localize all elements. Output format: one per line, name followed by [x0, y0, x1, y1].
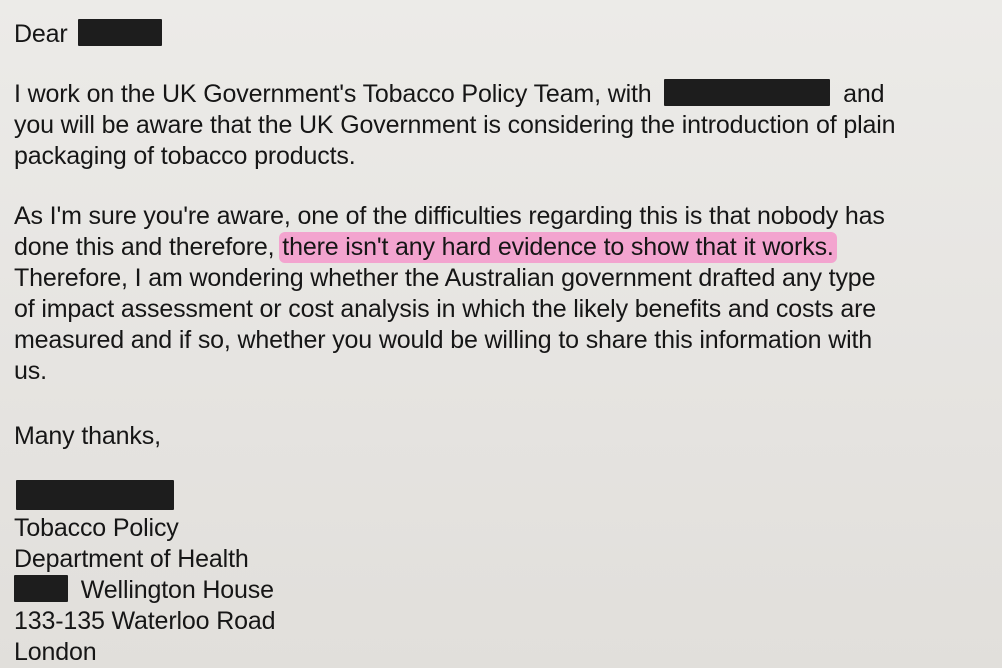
- paragraph-2-text-a: done this and therefore,: [14, 233, 275, 261]
- redaction-block: [664, 79, 830, 106]
- paragraph-1-line-2: you will be aware that the UK Government is considering the introduction of plain: [14, 111, 896, 139]
- signature-street: 133-135 Waterloo Road: [14, 607, 276, 635]
- redaction-block: [78, 19, 162, 46]
- redaction-block: [14, 575, 68, 602]
- signature-redaction-line: [14, 480, 174, 513]
- highlighted-sentence: there isn't any hard evidence to show that it works.: [279, 232, 836, 263]
- salutation-line: [14, 19, 162, 49]
- paragraph-2-line-4: of impact assessment or cost analysis in which the likely benefits and costs are: [14, 295, 877, 323]
- closing-line: Many thanks,: [14, 422, 161, 450]
- paragraph-1-line-1: [14, 79, 884, 109]
- paragraph-1-line-3: packaging of tobacco products.: [14, 142, 356, 170]
- paragraph-2-line-6: us.: [14, 357, 47, 385]
- paragraph-2-line-3: Therefore, I am wondering whether the Australian government drafted any type: [14, 264, 876, 292]
- paragraph-2-line-1: As I'm sure you're aware, one of the difficulties regarding this is that nobody has: [14, 202, 885, 230]
- redaction-block: [16, 480, 174, 510]
- paragraph-2-line-2: [14, 232, 837, 262]
- paragraph-2-line-5: measured and if so, whether you would be willing to share this information with: [14, 326, 873, 354]
- signature-department: Department of Health: [14, 545, 249, 573]
- paragraph-1-text-a: I work on the UK Government's Tobacco Policy Team, with: [14, 80, 652, 108]
- salutation-text: Dear: [14, 20, 68, 48]
- signature-team: Tobacco Policy: [14, 514, 179, 542]
- signature-city: London: [14, 638, 97, 666]
- signature-building: Wellington House: [80, 576, 274, 604]
- signature-building-line: [14, 575, 274, 605]
- paragraph-1-text-b: and: [843, 80, 885, 108]
